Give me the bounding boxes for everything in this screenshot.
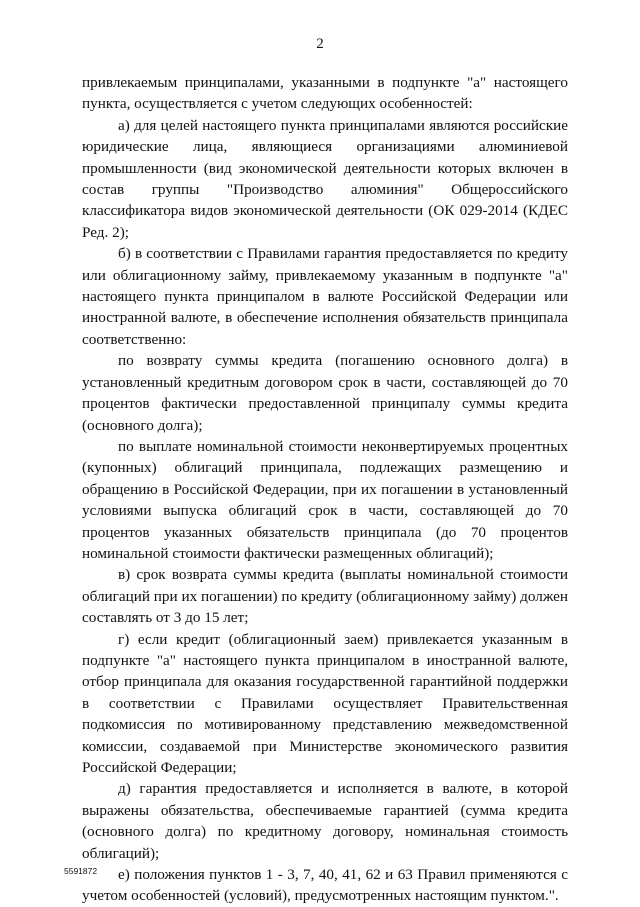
paragraph-d: д) гарантия предоставляется и исполняется в валюте, в которой выражены обязательства, обеспечиваемые гарантией (сумма кредита (основного долга) по кредитному договору, номинальная стоимость облигаций); [82, 780, 568, 862]
paragraph-e: е) положения пунктов 1 - 3, 7, 40, 41, 62 и 63 Правил применяются с учетом особенностей (условий), предусмотренных настоящим пунктом.". [82, 866, 568, 905]
paragraph-intro: привлекаемым принципалами, указанными в подпункте "а" настоящего пункта, осуществляется с учетом следующих особенностей: [82, 74, 568, 113]
paragraph-b: б) в соответствии с Правилами гарантия предоставляется по кредиту или облигационному займу, привлекаемому указанным в подпункте "а" настоящего пункта принципалом в валюте Российской Федерации или иностранной валюте, в обеспечение исполнения обязательств принципала соответственно: [82, 245, 568, 348]
paragraph-g: г) если кредит (облигационный заем) привлекается указанным в подпункте "а" настоящего пункта принципалом в иностранной валюте, отбор принципала для оказания государственной гарантийной поддержки в соответствии с Правилами осуществляет Правительственная подкомиссия по мотивированному представлению межведомственной комиссии, создаваемой при Министерстве экономического развития Российской Федерации; [82, 630, 568, 776]
page-number: 2 [316, 36, 324, 52]
paragraph-b-bonds: по выплате номинальной стоимости неконвертируемых процентных (купонных) облигаций принципала, подлежащих размещению и обращению в Российской Федерации, при их погашении в установленный условиями выпуска облигаций срок в части, составляющей до 70 процентов указанных обязательств принципала (до 70 процентов номинальной стоимости фактически размещенных облигаций); [82, 437, 568, 562]
paragraph-b-credit: по возврату суммы кредита (погашению основного долга) в установленный кредитным договором срок в части, составляющей до 70 процентов фактически предоставленной принципалу суммы кредита (основного долга); [82, 352, 568, 434]
document-id: 5591872 [64, 866, 98, 876]
paragraph-a: а) для целей настоящего пункта принципалами являются российские юридические лица, являющиеся организациями алюминиевой промышленности (вид экономической деятельности которых включен в состав группы "Производство алюминия" Общероссийского классификатора видов экономической деятельности (ОК 029-2014 (КДЕС Ред. 2); [82, 116, 568, 241]
paragraph-v: в) срок возврата суммы кредита (выплаты номинальной стоимости облигаций при их погашении) по кредиту (облигационному займу) должен составлять от 3 до 15 лет; [82, 566, 568, 627]
document-body [82, 72, 568, 907]
